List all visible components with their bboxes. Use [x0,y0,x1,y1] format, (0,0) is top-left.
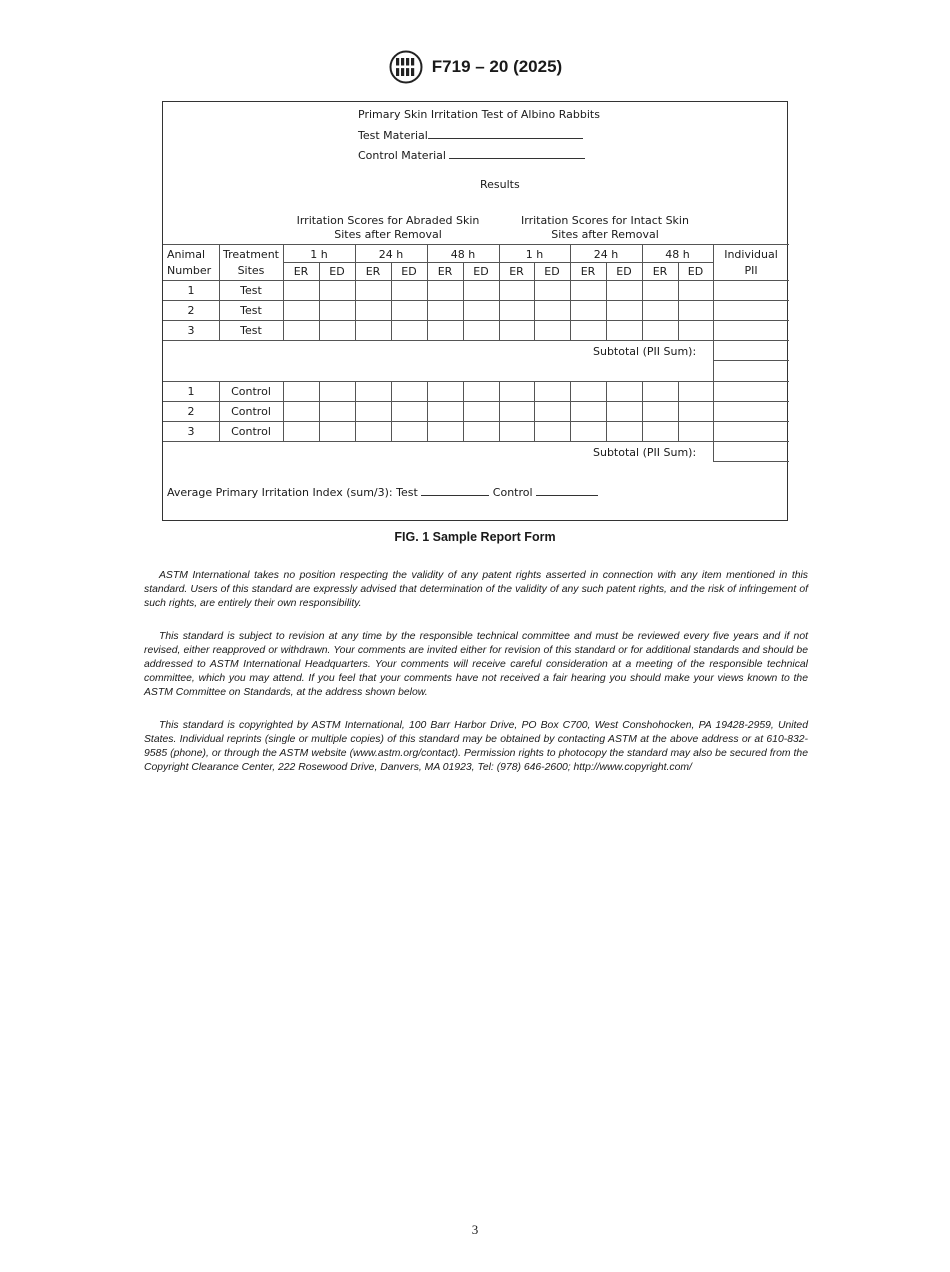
grid-line [163,320,789,321]
test-row-2-site: Test [240,304,262,317]
page-number: 3 [471,1222,479,1237]
test-row-2-number: 2 [187,304,195,317]
patent-notice-paragraph: ASTM International takes no position respecting the validity of any patent rights asserted in connection with any item mentioned in this standard. Users of this standard are expressly advised that determination of the validity of any such patent rights, and the risk of infringement of such rights, are entirely their own responsibility. [144,570,808,609]
average-pii-line [167,485,598,499]
test-row-3-site: Test [240,324,262,337]
er-label: ER [580,265,596,278]
ed-label: ED [401,265,417,278]
col-animal-line2: Number [167,264,212,277]
er-label: ER [437,265,453,278]
ed-label: ED [616,265,632,278]
form-title: Primary Skin Irritation Test of Albino Rabbits [358,108,600,121]
time-label: 24 h [593,248,619,261]
test-material-line [358,128,583,142]
ed-label: ED [544,265,560,278]
col-pii-line2: PII [744,264,758,277]
abraded-heading-line1: Irritation Scores for Abraded Skin [296,214,480,227]
average-test-label: Average Primary Irritation Index (sum/3): Test [167,486,418,499]
page-header [0,50,950,84]
control-material-blank[interactable] [449,148,585,159]
intact-heading-line1: Irritation Scores for Intact Skin [521,214,689,227]
grid-line [678,381,679,441]
control-material-label: Control Material [358,149,446,162]
time-label: 48 h [665,248,690,261]
grid-line [319,262,320,340]
col-treatment-line2: Sites [237,264,265,277]
grid-line [427,381,428,441]
col-treatment-line1: Treatment [223,248,279,261]
control-row-2-number: 2 [187,405,195,418]
intact-heading-line2: Sites after Removal [551,228,659,241]
test-row-1-site: Test [240,284,262,297]
er-label: ER [652,265,668,278]
grid-line [713,244,714,340]
average-control-label: Control [492,486,533,499]
grid-line [427,244,428,340]
control-row-1-number: 1 [187,385,195,398]
ed-label: ED [473,265,489,278]
abraded-heading-line2: Sites after Removal [334,228,442,241]
grid-line [499,244,500,340]
grid-line [163,340,789,341]
grid-line [219,244,220,340]
control-material-line [358,148,585,162]
grid-line [713,360,789,361]
copyright-notice-paragraph: This standard is copyrighted by ASTM International, 100 Barr Harbor Drive, PO Box C700, West Conshohocken, PA 19428-2959, United States. Individual reprints (single or multiple copies) of this standard may be obtained by contacting ASTM at the above address or at 610-832-9585 (phone), or through the ASTM website (www.astm.org/contact). Permission rights to photocopy the standard may also be secured from the Copyright Clearance Center, 222 Rosewood Drive, Danvers, MA 01923, Tel: (978) 646-2600; http://www.copyright.com/ [144,720,808,773]
grid-line [391,381,392,441]
average-test-blank[interactable] [421,485,489,496]
col-pii-line1: Individual [724,248,778,261]
test-material-label: Test Material [358,129,428,142]
grid-line [219,381,220,441]
control-row-1-site: Control [231,385,271,398]
ed-label: ED [329,265,345,278]
grid-line [163,381,789,382]
grid-line [678,262,679,340]
ed-label: ED [687,265,704,278]
grid-line [163,441,789,442]
grid-line [570,381,571,441]
test-row-3-number: 3 [187,324,195,337]
time-label: 1 h [525,248,544,261]
grid-line [391,262,392,340]
grid-line [642,244,643,340]
test-subtotal-label: Subtotal (PII Sum): [593,345,697,358]
grid-line [499,381,500,441]
grid-line [163,280,789,281]
grid-line [355,244,356,340]
grid-line [163,421,789,422]
grid-line [606,381,607,441]
grid-line [283,262,713,263]
grid-line [713,461,789,462]
revision-notice-paragraph: This standard is subject to revision at any time by the responsible technical committee and must be reviewed every five years and if not revised, either reapproved or withdrawn. Your comments are invited either for revision of this standard or for additional standards and should be addressed to ASTM International Headquarters. Your comments will receive careful consideration at a meeting of the responsible technical committee, which you may attend. If you feel that your comments have not received a fair hearing you should make your views known to the ASTM Committee on Standards, at the address shown below. [144,631,808,698]
grid-line [642,381,643,441]
grid-line [283,244,284,340]
grid-line [355,381,356,441]
grid-line [463,262,464,340]
grid-line [463,381,464,441]
standard-designation: F719 – 20 (2025) [431,57,563,76]
grid-line [163,401,789,402]
grid-line [283,381,284,441]
figure-caption: FIG. 1 Sample Report Form [394,530,556,544]
results-label: Results [480,178,520,191]
astm-logo-icon [388,50,424,84]
grid-line [534,381,535,441]
sample-report-form [162,101,788,521]
er-label: ER [509,265,524,278]
control-row-3-number: 3 [187,425,195,438]
grid-line [606,262,607,340]
grid-line [713,441,714,461]
grid-line [163,300,789,301]
grid-line [570,244,571,340]
grid-line [713,340,714,381]
er-label: ER [365,265,381,278]
test-material-blank[interactable] [428,128,583,139]
test-row-1-number: 1 [187,284,195,297]
grid-line [713,381,714,441]
grid-line [319,381,320,441]
control-row-3-site: Control [231,425,271,438]
time-label: 24 h [378,248,404,261]
control-subtotal-label: Subtotal (PII Sum): [593,446,697,459]
col-animal-line1: Animal [167,248,206,261]
control-row-2-site: Control [231,405,271,418]
time-label: 48 h [450,248,476,261]
er-label: ER [293,265,309,278]
grid-line [163,244,789,245]
time-label: 1 h [310,248,328,261]
average-control-blank[interactable] [536,485,598,496]
grid-line [534,262,535,340]
